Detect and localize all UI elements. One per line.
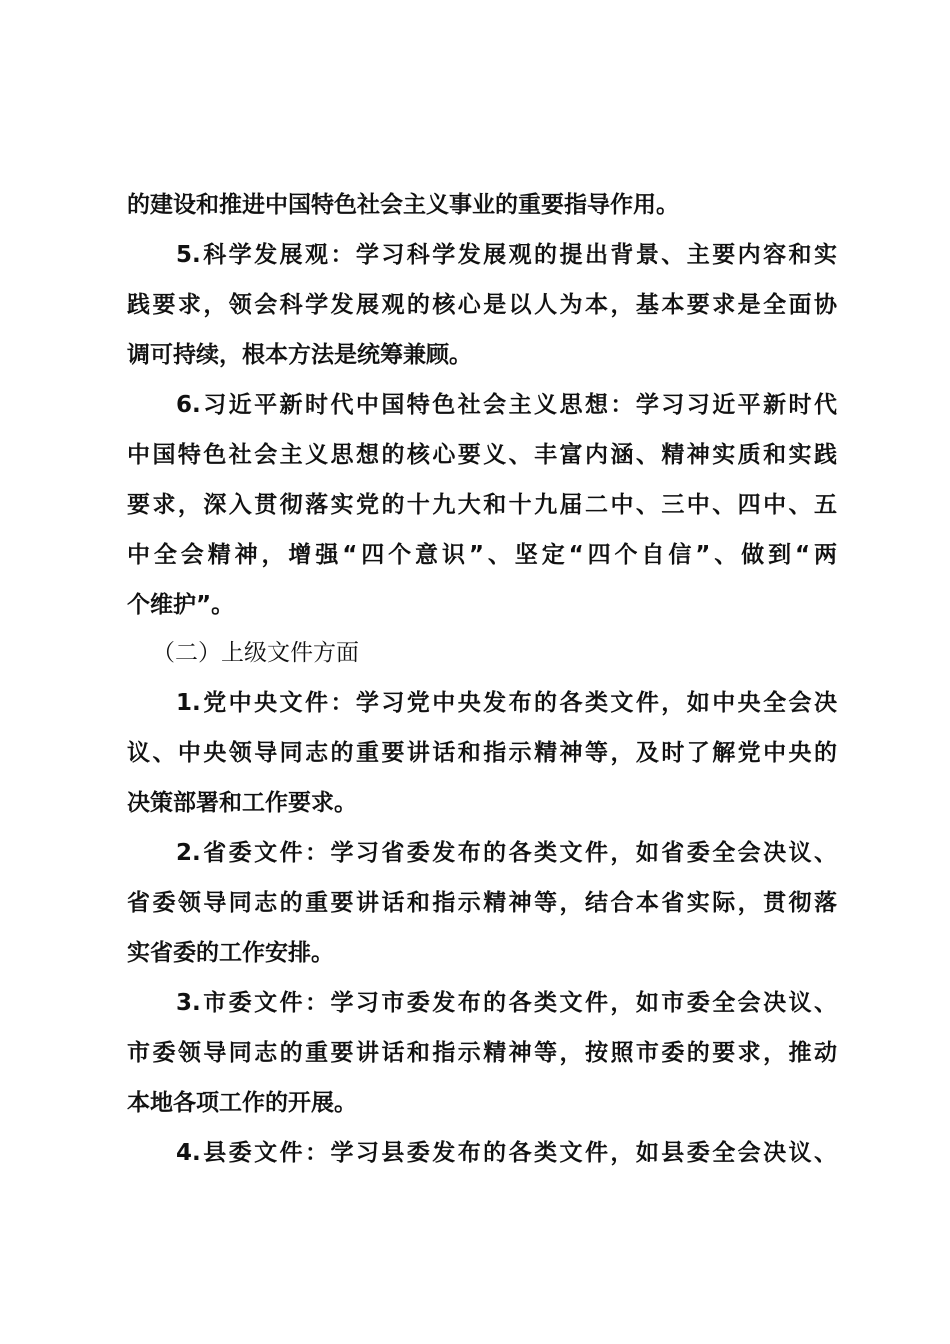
paragraph-line: 1.党中央文件：学习党中央发布的各类文件，如中央全会决 bbox=[176, 690, 837, 716]
paragraph-line: 3.市委文件：学习市委发布的各类文件，如市委全会决议、 bbox=[176, 990, 837, 1016]
paragraph-line: 践要求，领会科学发展观的核心是以人为本，基本要求是全面协 bbox=[127, 292, 837, 318]
paragraph-line: 省委领导同志的重要讲话和指示精神等，结合本省实际，贯彻落 bbox=[127, 890, 837, 916]
paragraph-line: 2.省委文件：学习省委发布的各类文件，如省委全会决议、 bbox=[176, 840, 837, 866]
paragraph-line: 议、中央领导同志的重要讲话和指示精神等，及时了解党中央的 bbox=[127, 740, 837, 766]
paragraph-line: 4.县委文件：学习县委发布的各类文件，如县委全会决议、 bbox=[176, 1140, 837, 1166]
paragraph-line: 决策部署和工作要求。 bbox=[127, 790, 357, 816]
paragraph-line: 的建设和推进中国特色社会主义事业的重要指导作用。 bbox=[127, 192, 679, 218]
paragraph-line: 6.习近平新时代中国特色社会主义思想：学习习近平新时代 bbox=[176, 392, 837, 418]
paragraph-line: 中全会精神，增强“四个意识”、坚定“四个自信”、做到“两 bbox=[127, 542, 837, 568]
paragraph-line: 市委领导同志的重要讲话和指示精神等，按照市委的要求，推动 bbox=[127, 1040, 837, 1066]
paragraph-line: 本地各项工作的开展。 bbox=[127, 1090, 357, 1116]
paragraph-line: 个维护”。 bbox=[127, 592, 235, 618]
paragraph-line: 中国特色社会主义思想的核心要义、丰富内涵、精神实质和实践 bbox=[127, 442, 837, 468]
paragraph-line: 要求，深入贯彻落实党的十九大和十九届二中、三中、四中、五 bbox=[127, 492, 837, 518]
section-heading: （二）上级文件方面 bbox=[152, 640, 359, 666]
paragraph-line: 5.科学发展观：学习科学发展观的提出背景、主要内容和实 bbox=[176, 242, 837, 268]
paragraph-line: 调可持续，根本方法是统筹兼顾。 bbox=[127, 342, 472, 368]
paragraph-line: 实省委的工作安排。 bbox=[127, 940, 334, 966]
